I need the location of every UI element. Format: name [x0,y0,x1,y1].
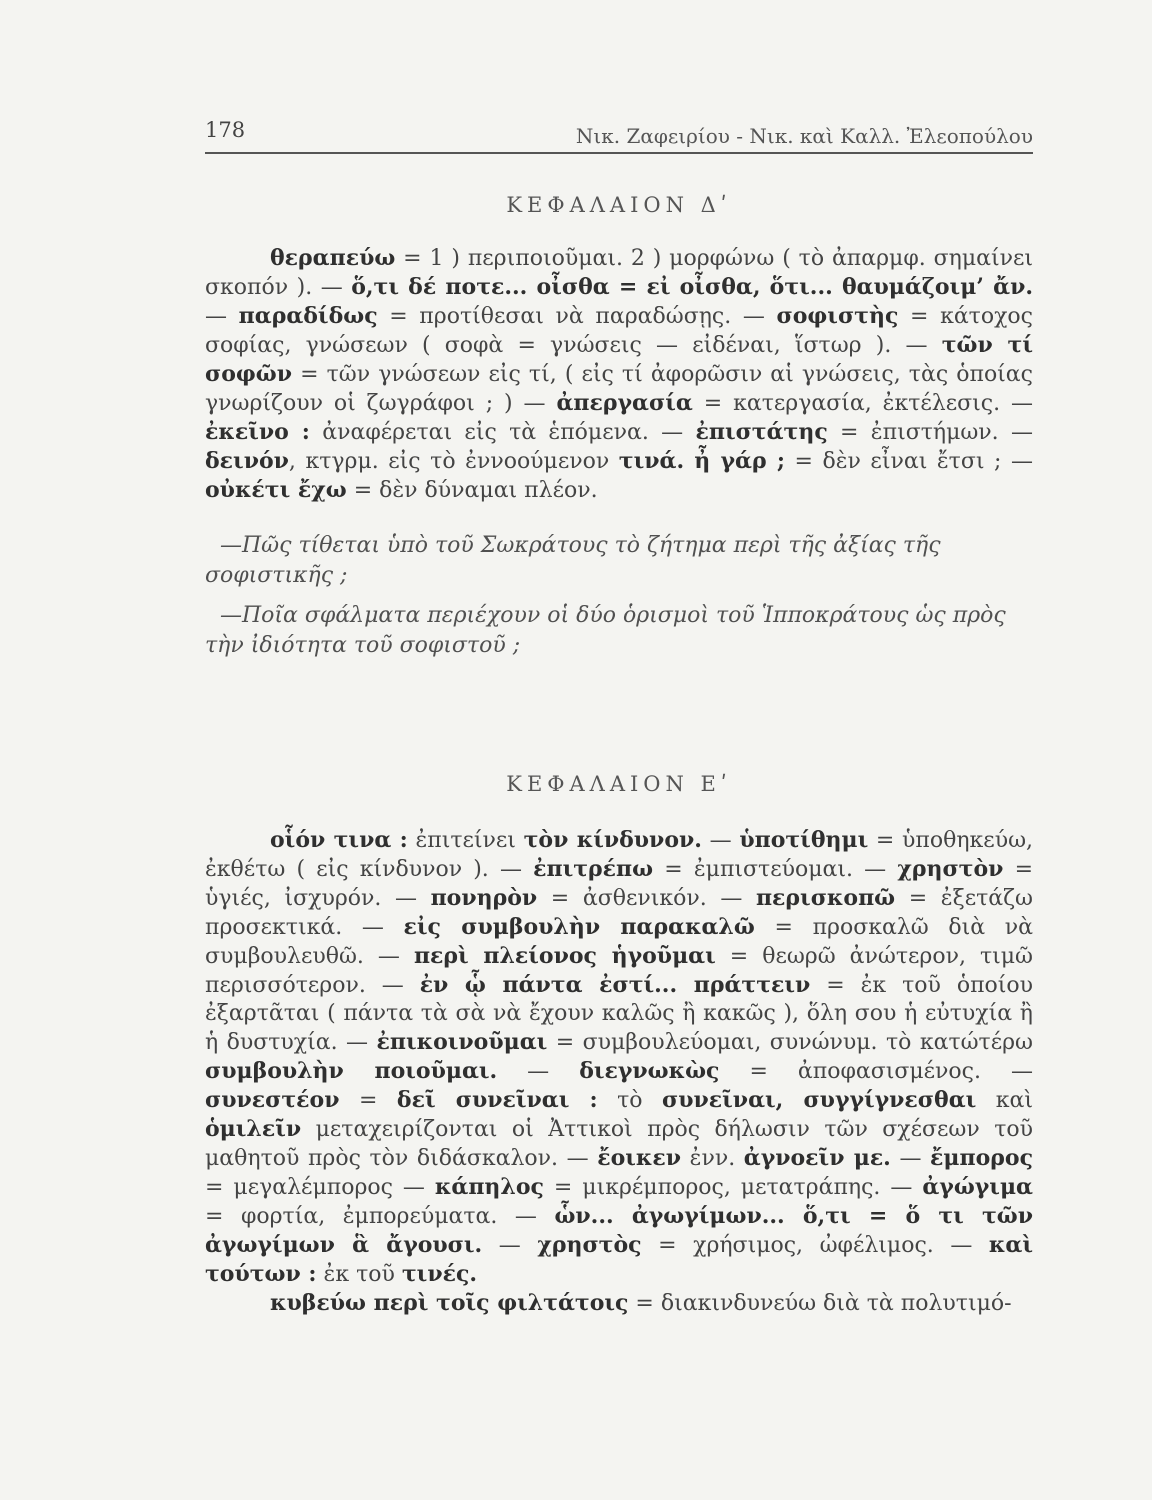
term-bold: συμβουλὴν ποιοῦμαι. [205,1058,498,1084]
gloss-text: = ἐξετάζω προσεκτικά. — [205,886,1033,940]
gloss-text: = συμβουλεύομαι, συνώνυμ. τὸ κατώτέρω [547,1030,1033,1055]
gloss-text: = χρήσιμος, ὠφέλιμος. — [641,1233,989,1258]
term-bold: εἰς συμβουλὴν παρακαλῶ [403,914,755,940]
page-number: 178 [205,118,246,142]
term-bold: χρηστὸν [897,856,1004,882]
term-bold: ἀγώγιμα [922,1174,1033,1200]
chapter-e-glossary [205,826,1033,1289]
gloss-text: = ἐκ τοῦ ὁποίου ἐξαρτᾶται ( πάντα τὰ σὰ νὰ ἔχουν καλῶς ἢ κακῶς ), ὅλη σου ἡ εὐτυχία ἢ ἡ δυστυχία. — [205,973,1034,1055]
chapter-d-glossary [205,244,1033,505]
gloss-text: = ὑποθηκεύω, ἐκθέτω ( εἰς κίνδυνον ). — [205,828,1034,882]
term-bold: κυβεύω περὶ τοῖς φιλτάτοις [270,1290,629,1316]
gloss-text: καὶ [976,1088,1033,1113]
term-bold: δεῖ συνεῖναι : [396,1087,598,1113]
chapter-d-section [205,244,1033,671]
term-bold: ἀγνοεῖν με. [743,1145,891,1171]
term-bold: δεινόν [205,448,289,474]
term-bold: σοφιστὴς [776,303,899,329]
gloss-text: ἀναφέρεται εἰς τὰ ἑπόμενα. — [309,420,696,445]
term-bold: ἐπιτρέπω [533,856,654,882]
gloss-text: = προσκαλῶ διὰ νὰ συμβουλευθῶ. — [205,915,1033,969]
gloss-text: = δὲν δύναμαι πλέον. [346,478,598,503]
gloss-text: = διακινδυνεύω διὰ τὰ πολυτιμό- [628,1291,1012,1316]
gloss-text: = [339,1088,397,1113]
gloss-text: — [890,1146,931,1171]
term-bold: οὐκέτι ἔχω [205,477,347,503]
question-2: —Ποῖα σφάλματα περιέχουν οἱ δύο ὁρισμοὶ τοῦ Ἱπποκράτους ὡς πρὸς τὴν ἰδιότητα τοῦ σοφιστοῦ ; [205,603,1006,658]
term-bold: πονηρὸν [430,885,538,911]
gloss-text: τὸ [597,1088,663,1113]
gloss-text: = κάτοχος σοφίας, γνώσεων ( σοφὰ = γνώσεις — εἰδέναι, ἵστωρ ). — [205,304,1033,358]
question-1: —Πῶς τίθεται ὑπὸ τοῦ Σωκράτους τὸ ζήτημα περὶ τῆς ἀξίας τῆς σοφιστικῆς ; [205,533,941,588]
term-bold: περὶ πλείονος ἡγοῦμαι [413,943,716,969]
term-bold: καὶ τούτων : [205,1232,1033,1287]
term-bold: ἐπικοινοῦμαι [376,1029,548,1055]
gloss-text: = ἐπιστήμων. — [827,420,1033,445]
gloss-text: = μικρέμπορος, μετατράπης. — [543,1175,923,1200]
running-head: Νικ. Ζαφειρίου - Νικ. καὶ Καλλ. Ἐλεοπούλου [575,124,1033,148]
term-bold: οἷόν τινα : [270,827,408,853]
page-header [205,114,1033,154]
chapter-e-glossary-continued [205,1289,1033,1318]
gloss-text: ἐκ τοῦ [316,1262,402,1287]
term-bold: κάπηλος [434,1174,544,1200]
term-bold: χρηστὸς [537,1232,642,1258]
term-bold: ἐν ᾧ πάντα ἐστί... πράττειν [419,972,811,998]
term-bold: περισκοπῶ [755,885,896,911]
gloss-text: = προτίθεσαι νὰ παραδώσῃς. — [377,304,777,329]
gloss-text: = 1 ) περιποιοῦμαι. 2 ) μορφώνω ( τὸ ἀπαρμφ. σημαίνει σκοπόν ). — [205,246,1033,300]
term-bold: ὁμιλεῖν [205,1116,302,1142]
term-bold: ἐπιστάτης [695,419,828,445]
term-bold: ἔμπορος [930,1145,1033,1171]
term-bold: ὑποτίθημι [739,827,869,853]
chapter-d-title: ΚΕΦΑΛΑΙΟΝ Δʹ [506,193,732,217]
gloss-text: = ἀσθενικόν. — [537,886,756,911]
term-bold: ὧν... ἀγωγίμων... ὅ,τι = ὅ τι τῶν ἀγωγίμων ἃ ἄγουσι. [205,1203,1033,1258]
gloss-text: = ἀποφασισμένος. — [719,1059,1033,1084]
gloss-text: = ἐμπιστεύομαι. — [653,857,898,882]
gloss-text: — [482,1233,538,1258]
gloss-text: = ὑγιές, ἰσχυρόν. — [205,857,1033,911]
gloss-text: = τῶν γνώσεων εἰς τί, ( εἰς τί ἀφορῶσιν αἱ γνώσεις, τὰς ὁποίας γνωρίζουν οἱ ζωγράφοι ; ) — [205,362,1033,416]
gloss-text: = θεωρῶ ἀνώτερον, τιμῶ περισσότερον. — [205,944,1033,998]
gloss-text: — [205,304,239,329]
gloss-text: ἐπιτείνει [407,828,524,853]
gloss-text: = κατεργασία, ἐκτέλεσις. — [692,391,1034,416]
term-bold: παραδίδως [238,303,378,329]
chapter-e-section [205,826,1033,1318]
gloss-text: = φορτία, ἐμπορεύματα. — [205,1204,555,1229]
gloss-text: = μεγαλέμπορος — [205,1175,435,1200]
term-bold: θεραπεύω [270,245,396,271]
term-bold: τῶν τί σοφῶν [205,332,1033,387]
term-bold: συνεῖναι, συγγίγνεσθαι [662,1087,977,1113]
gloss-text: — [701,828,740,853]
term-bold: τὸν κίνδυνον. [523,827,702,853]
gloss-text: μεταχειρίζονται οἱ Ἀττικοὶ πρὸς δήλωσιν τῶν σχέσεων τοῦ μαθητοῦ πρὸς τὸν διδάσκαλον. — [205,1117,1033,1171]
chapter-e-title: ΚΕΦΑΛΑΙΟΝ Εʹ [506,772,732,796]
term-bold: ἐκεῖνο : [205,419,310,445]
term-bold: διεγνωκὼς [579,1058,720,1084]
gloss-text: = δὲν εἶναι ἔτσι ; — [784,449,1033,474]
gloss-text: — [497,1059,580,1084]
term-bold: ἔοικεν [597,1145,682,1171]
term-bold: συνεστέον [205,1087,340,1113]
term-bold: ἀπεργασία [556,390,693,416]
term-bold: τινά. ἦ γάρ ; [618,448,785,474]
term-bold: τινές. [401,1261,478,1287]
term-bold: ὅ,τι δέ ποτε... οἶσθα = εἰ οἶσθα, ὅτι... θαυμάζοιμ’ ἄν. [351,274,1033,300]
gloss-text: ἐνν. [681,1146,744,1171]
gloss-text: , κτγρμ. εἰς τὸ ἐννοούμενον [288,449,619,474]
